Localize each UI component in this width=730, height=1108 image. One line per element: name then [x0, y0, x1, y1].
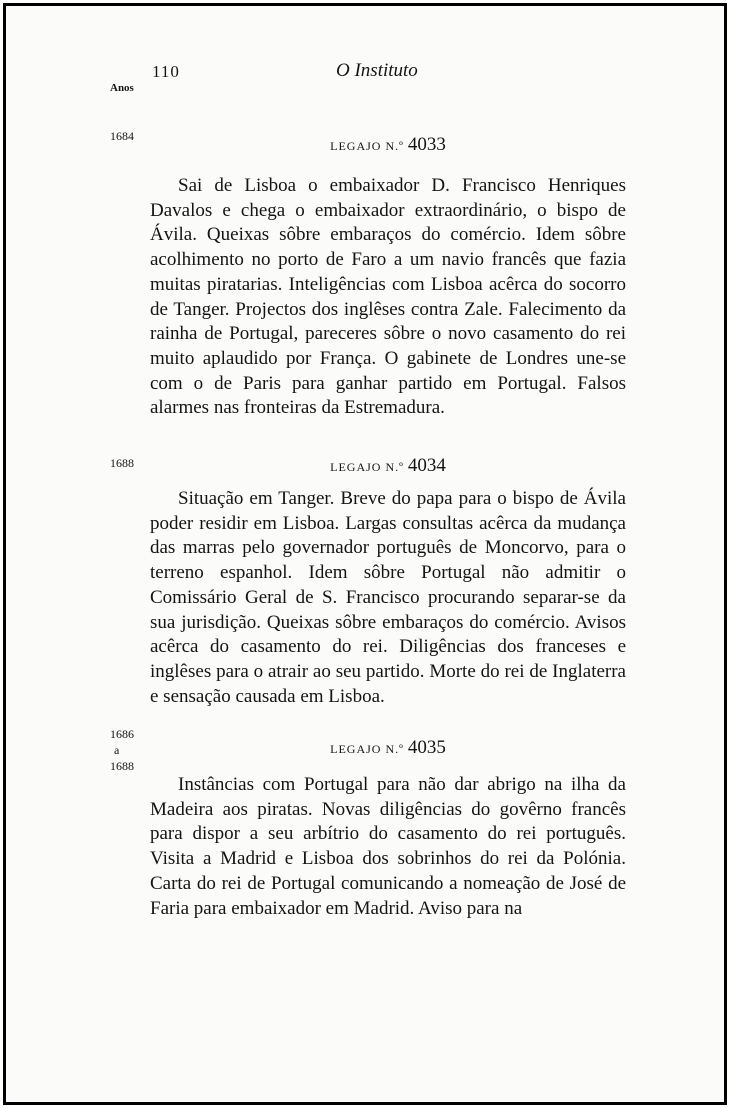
entry-1-text: Sai de Lisboa o embaixador D. Francisco Henriques Davalos e chega o embaixador extraordinário, o bispo de Ávila. Queixas sôbre embaraços do comércio. Idem sôbre acolhimento no porto de Faro a um navio francês que fazia muitas piratarias. Inteligências com Lisboa acêrca do socorro de Tanger. Projectos dos inglêses contra Zale. Falecimento da rainha de Portugal, pareceres sôbre o novo casamento do rei muito aplaudido por França. O gabinete de Londres une-se com o de Paris para ganhar partido em Portugal. Falsos alarmes nas fronteiras da Estremadura. — [150, 175, 626, 419]
entry-2-text: Situação em Tanger. Breve do papa para o bispo de Ávila poder residir em Lisboa. Largas consultas acêrca da mudança das marras pelo governador português de Moncorvo, para o terreno espanhol. Idem sôbre Portugal não admitir o Comissário Geral de S. Francisco procurando separar-se da sua jurisdição. Queixas sôbre embaraços do comércio. Avisos acêrca do casamento do rei. Diligências dos franceses e inglêses para o atrair ao seu partido. Morte do rei de Inglaterra e sensação causada em Lisboa. — [150, 488, 626, 707]
entry-1-legajo-heading — [150, 134, 626, 156]
entry-3-legajo-heading — [150, 737, 626, 759]
year-line: 1688 — [110, 456, 134, 470]
legajo-number: 4033 — [407, 134, 446, 155]
legajo-number: 4034 — [407, 455, 446, 476]
entry-3-year — [110, 726, 134, 774]
year-line: 1686 — [110, 727, 134, 741]
legajo-label: LEGAJO N.º — [330, 742, 404, 756]
entry-2-year — [110, 455, 134, 471]
year-line: 1688 — [110, 759, 134, 773]
entry-1-year — [110, 128, 134, 144]
legajo-number: 4035 — [407, 737, 446, 758]
legajo-label: LEGAJO N.º — [330, 460, 404, 474]
year-line: a — [114, 743, 120, 757]
page-number: 110 — [152, 62, 180, 81]
entry-2-legajo-heading — [150, 455, 626, 477]
year-line: 1684 — [110, 129, 134, 143]
running-title: O Instituto — [336, 60, 418, 81]
years-column-label: Anos — [110, 82, 134, 94]
legajo-label: LEGAJO N.º — [330, 139, 404, 153]
entry-3-text: Instâncias com Portugal para não dar abrigo na ilha da Madeira aos piratas. Novas diligências do govêrno francês para dispor a seu arbítrio do casamento do rei português. Visita a Madrid e Lisboa dos sobrinhos do rei da Polónia. Carta do rei de Portugal comunicando a nomeação de José de Faria para embaixador em Madrid. Aviso para na — [150, 774, 626, 919]
